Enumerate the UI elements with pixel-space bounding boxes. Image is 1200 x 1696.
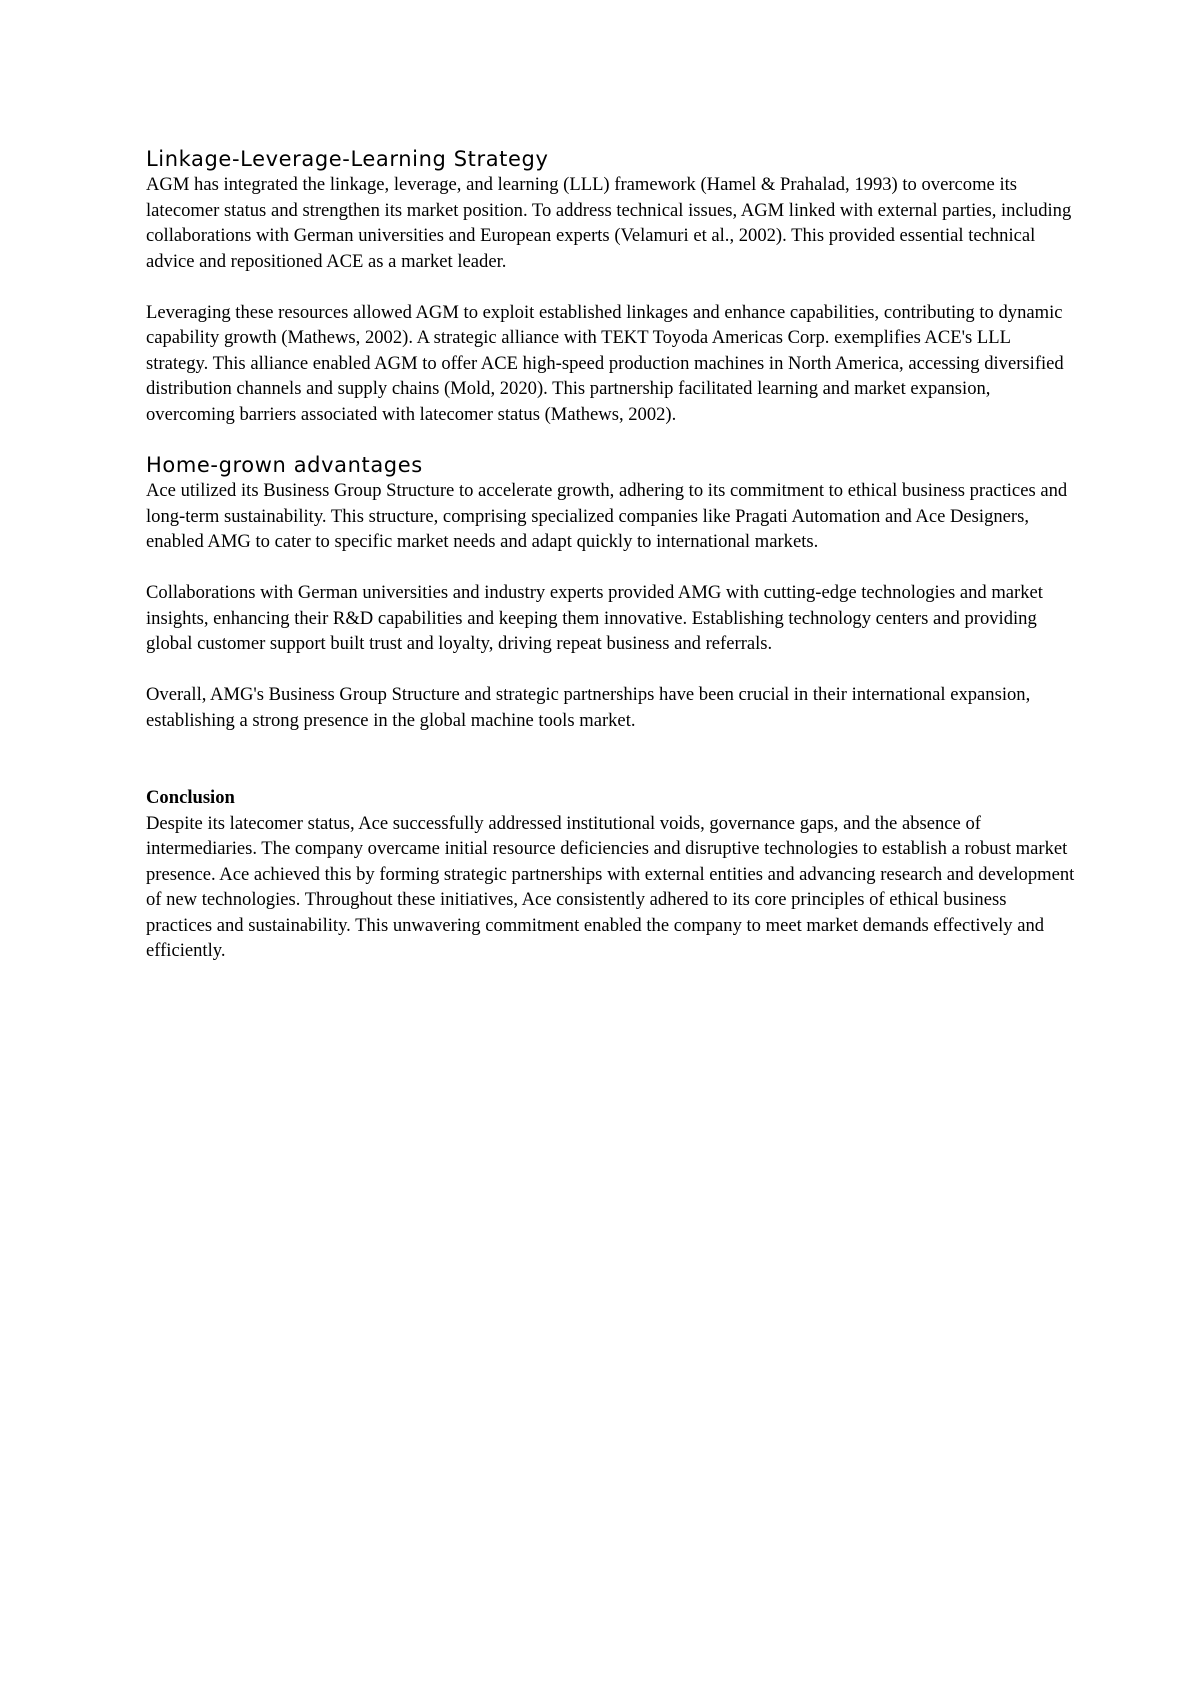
section-heading: Linkage-Leverage-Learning Strategy [146,147,549,171]
section-lll-strategy [146,146,1076,427]
document-page [146,146,1076,964]
paragraph: Collaborations with German universities and industry experts provided AMG with cutting-edge technologies and market insights, enhancing their R&D capabilities and keeping them innovative. Establishing technology centers and providing global customer support built trust and loyalty, driving repeat business and referrals. [146,582,1043,654]
section-conclusion [146,785,1076,964]
paragraph: AGM has integrated the linkage, leverage, and learning (LLL) framework (Hamel & Prahalad, 1993) to overcome its latecomer status and strengthen its market position. To address technical issues, AGM linked with external parties, including collaborations with German universities and European experts (Velamuri et al., 2002). This provided essential technical advice and repositioned ACE as a market leader. [146,174,1072,272]
paragraph: Overall, AMG's Business Group Structure and strategic partnerships have been crucial in their international expansion, establishing a strong presence in the global machine tools market. [146,684,1031,731]
conclusion-heading: Conclusion [146,787,235,808]
paragraph: Leveraging these resources allowed AGM to exploit established linkages and enhance capabilities, contributing to dynamic capability growth (Mathews, 2002). A strategic alliance with TEKT Toyoda Americas Corp. exemplifies ACE's LLL strategy. This alliance enabled AGM to offer ACE high-speed production machines in North America, accessing diversified distribution channels and supply chains (Mold, 2020). This partnership facilitated learning and market expansion, overcoming barriers associated with latecomer status (Mathews, 2002). [146,301,1064,425]
section-home-grown-advantages [146,452,1076,733]
section-heading: Home-grown advantages [146,453,423,477]
conclusion-paragraph: Despite its latecomer status, Ace successfully addressed institutional voids, governance gaps, and the absence of intermediaries. The company overcame initial resource deficiencies and disruptive technologies to establish a robust market presence. Ace achieved this by forming strategic partnerships with external entities and advancing research and development of new technologies. Throughout these initiatives, Ace consistently adhered to its core principles of ethical business practices and sustainability. This unwavering commitment enabled the company to meet market demands effectively and efficiently. [146,812,1075,961]
paragraph: Ace utilized its Business Group Structure to accelerate growth, adhering to its commitment to ethical business practices and long-term sustainability. This structure, comprising specialized companies like Pragati Automation and Ace Designers, enabled AMG to cater to specific market needs and adapt quickly to international markets. [146,480,1068,552]
